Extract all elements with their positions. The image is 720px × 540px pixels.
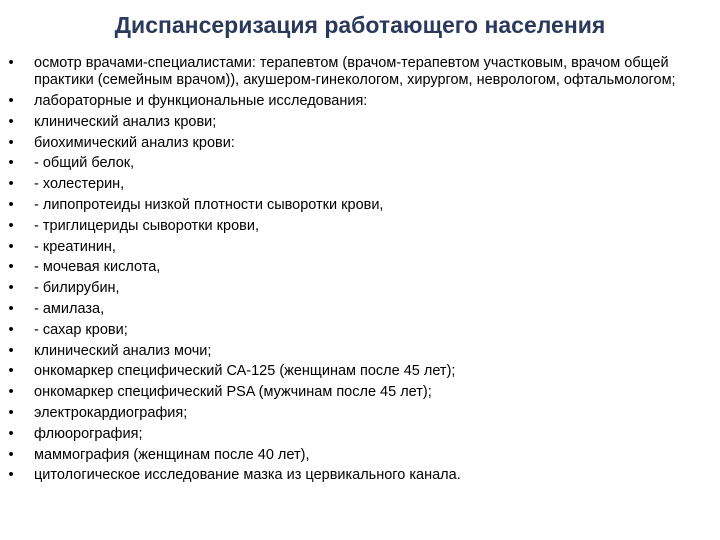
list-item-text: осмотр врачами-специалистами: терапевтом (врачом-терапевтом участковым, врачом общей практики (семейным врачом)), акушером-гинекологом, хирургом, неврологом, офтальмологом; [34, 55, 676, 89]
list-item-text: - билирубин, [34, 280, 120, 297]
list-item [0, 426, 720, 443]
bullet-icon: • [8, 196, 14, 213]
list-item [0, 363, 720, 380]
list-item-text: клинический анализ крови; [34, 113, 217, 130]
bullet-icon: • [8, 259, 14, 276]
bullet-icon: • [8, 467, 14, 484]
list-item-text: цитологическое исследование мазка из цервикального канала. [34, 467, 461, 484]
list-item-text: - креатинин, [34, 238, 116, 255]
bullet-icon: • [8, 342, 14, 359]
bullet-icon: • [8, 425, 14, 442]
list-item [0, 197, 720, 214]
bullet-icon: • [8, 176, 14, 193]
list-item-text: маммография (женщинам после 40 лет), [34, 446, 310, 463]
list-item [0, 280, 720, 297]
list-item-text: электрокардиография; [34, 404, 188, 421]
bullet-icon: • [8, 404, 14, 421]
bullet-icon: • [8, 321, 14, 338]
list-item [0, 114, 720, 131]
bullet-list [0, 55, 720, 488]
bullet-icon: • [8, 300, 14, 317]
list-item-text: - липопротеиды низкой плотности сыворотки крови, [34, 196, 384, 213]
list-item-text: - амилаза, [34, 300, 105, 317]
list-item [0, 176, 720, 193]
list-item [0, 93, 720, 110]
list-item [0, 135, 720, 152]
list-item [0, 55, 720, 89]
list-item [0, 155, 720, 172]
list-item-text: лабораторные и функциональные исследования: [34, 93, 368, 109]
list-item [0, 259, 720, 276]
list-item-text: клинический анализ мочи; [34, 342, 212, 359]
bullet-icon: • [8, 93, 14, 109]
list-item [0, 301, 720, 318]
list-item [0, 384, 720, 401]
bullet-icon: • [8, 238, 14, 255]
bullet-icon: • [8, 446, 14, 463]
list-item-text: - сахар крови; [34, 321, 128, 338]
bullet-icon: • [8, 363, 14, 380]
list-item-text: онкомаркер специфический PSA (мужчинам после 45 лет); [34, 384, 432, 401]
slide-title: Диспансеризация работающего населения [114, 12, 606, 38]
list-item [0, 239, 720, 256]
bullet-icon: • [8, 384, 14, 401]
list-item-text: - общий белок, [34, 155, 135, 172]
list-item-text: - триглицериды сыворотки крови, [34, 217, 259, 234]
list-item-text: флюорография; [34, 425, 143, 442]
list-item-text: - мочевая кислота, [34, 259, 161, 276]
bullet-icon: • [8, 134, 14, 151]
bullet-icon: • [8, 113, 14, 130]
bullet-icon: • [8, 55, 14, 71]
list-item [0, 467, 720, 484]
bullet-icon: • [8, 280, 14, 297]
bullet-icon: • [8, 217, 14, 234]
list-item [0, 343, 720, 360]
list-item [0, 447, 720, 464]
list-item-text: онкомаркер специфический СА-125 (женщинам после 45 лет); [34, 363, 456, 380]
list-item-text: биохимический анализ крови: [34, 134, 235, 151]
bullet-icon: • [8, 155, 14, 172]
list-item-text: - холестерин, [34, 176, 125, 193]
list-item [0, 218, 720, 235]
list-item [0, 405, 720, 422]
list-item [0, 322, 720, 339]
